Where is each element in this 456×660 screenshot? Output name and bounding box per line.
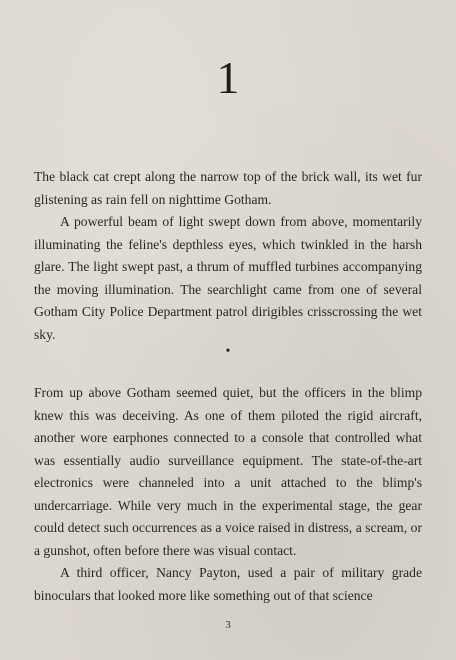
section-one (34, 166, 422, 346)
section-two (34, 382, 422, 607)
paragraph: From up above Gotham seemed quiet, but the officers in the blimp knew this was deceiving. As one of them piloted the rigid aircraft, another wore earphones connected to a console that controlled what was essentially audio surveillance equipment. The state-of-the-art electronics were channeled into a unit attached to the blimp's undercarriage. While very much in the experimental stage, the gear could detect such occurrences as a voice raised in distress, a scream, or a gunshot, often before there was visual contact. (34, 385, 422, 558)
paragraph: A third officer, Nancy Payton, used a pair of military grade binoculars that looked more like something out of that science (34, 565, 422, 603)
paragraph: The black cat crept along the narrow top of the brick wall, its wet fur glistening as rain fell on nighttime Gotham. (34, 169, 422, 207)
page-number: 3 (225, 619, 231, 631)
paragraph: A powerful beam of light swept down from above, momentarily illuminating the feline's depthless eyes, which twinkled in the harsh glare. The light swept past, a thrum of muffled turbines accompanying the moving illumination. The searchlight came from one of several Gotham City Police Department patrol dirigibles crisscrossing the wet sky. (34, 214, 422, 342)
chapter-number: 1 (216, 52, 240, 103)
scene-break-bullet: • (225, 344, 231, 359)
